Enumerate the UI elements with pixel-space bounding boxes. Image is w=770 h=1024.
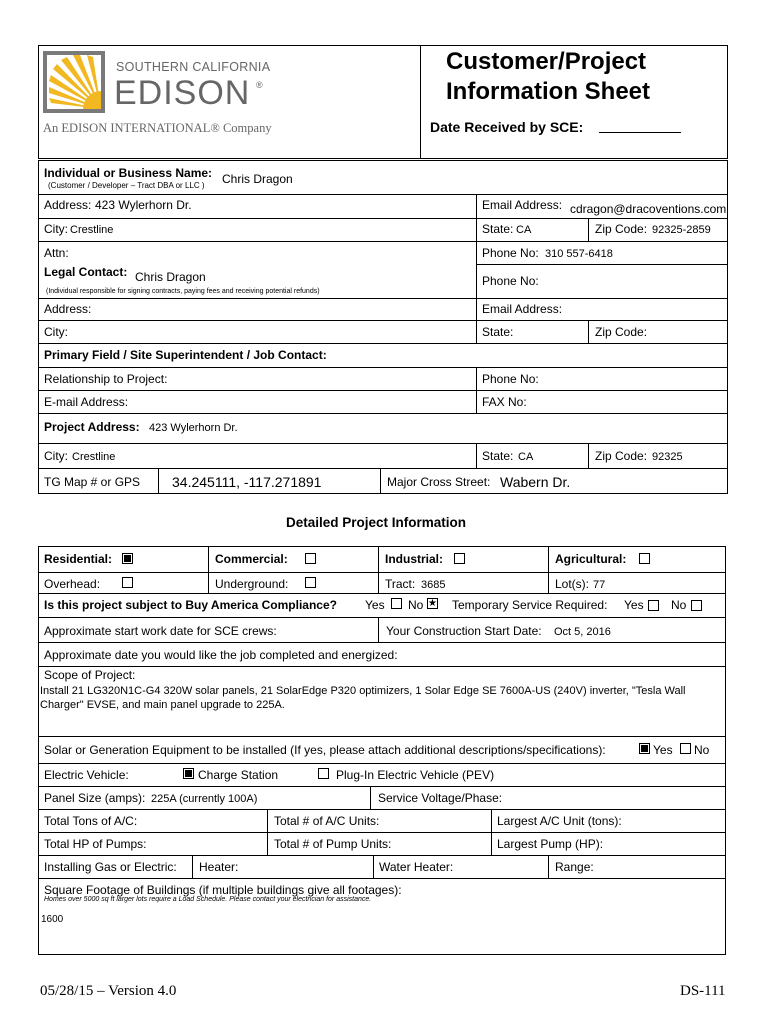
charge-station-checkbox[interactable] bbox=[183, 768, 194, 779]
title-line1: Customer/Project bbox=[446, 48, 647, 75]
project-zip-value[interactable]: 92325 bbox=[652, 451, 683, 463]
ac-units-label: Total # of A/C Units: bbox=[274, 814, 380, 828]
pump-hp-label: Total HP of Pumps: bbox=[44, 837, 147, 851]
legal-contact-value[interactable]: Chris Dragon bbox=[135, 270, 206, 284]
project-zip-label: Zip Code: bbox=[595, 449, 648, 463]
fax-label: FAX No: bbox=[482, 395, 527, 409]
date-received-field[interactable] bbox=[599, 132, 681, 133]
project-state-value[interactable]: CA bbox=[518, 451, 534, 463]
footer-form-id: DS-111 bbox=[680, 983, 726, 999]
residential-checkbox[interactable] bbox=[122, 553, 133, 564]
logo-company: An EDISON INTERNATIONAL® Company bbox=[43, 121, 272, 135]
relationship-label: Relationship to Project: bbox=[44, 372, 168, 386]
edison-logo bbox=[43, 51, 105, 113]
commercial-label: Commercial: bbox=[215, 552, 288, 566]
solar-equipment-label: Solar or Generation Equipment to be installed (If yes, please attach additional descriptions/specifications): bbox=[44, 743, 606, 757]
buy-america-no-label: No bbox=[408, 598, 424, 612]
legal-email-label: Email Address: bbox=[482, 302, 563, 316]
state-label: State: bbox=[482, 222, 514, 236]
legal-address-label: Address: bbox=[44, 302, 92, 316]
temp-service-no-label: No bbox=[671, 598, 687, 612]
project-city-value[interactable]: Crestline bbox=[72, 451, 116, 463]
tg-map-value[interactable]: 34.245111, -117.271891 bbox=[172, 474, 322, 490]
attn-label: Attn: bbox=[44, 246, 69, 260]
business-name-label: Individual or Business Name: bbox=[44, 166, 213, 180]
overhead-label: Overhead: bbox=[44, 577, 101, 591]
buy-america-yes-checkbox[interactable] bbox=[391, 598, 402, 609]
pev-label: Plug-In Electric Vehicle (PEV) bbox=[336, 768, 495, 782]
temp-service-no-checkbox[interactable] bbox=[691, 600, 702, 611]
details-heading: Detailed Project Information bbox=[286, 515, 467, 530]
buy-america-yes-label: Yes bbox=[365, 598, 385, 612]
legal-contact-label: Legal Contact: bbox=[44, 265, 128, 279]
legal-phone-label: Phone No: bbox=[482, 274, 539, 288]
legal-city-label: City: bbox=[44, 325, 68, 339]
business-name-value[interactable]: Chris Dragon bbox=[222, 172, 293, 186]
city-value[interactable]: Crestline bbox=[70, 224, 114, 236]
temp-service-yes-checkbox[interactable] bbox=[648, 600, 659, 611]
lots-value[interactable]: 77 bbox=[593, 579, 606, 591]
heater-label: Heater: bbox=[199, 860, 239, 874]
service-voltage-label: Service Voltage/Phase: bbox=[378, 791, 503, 805]
industrial-checkbox[interactable] bbox=[454, 553, 465, 564]
panel-size-label: Panel Size (amps): bbox=[44, 791, 146, 805]
sce-start-label: Approximate start work date for SCE crews: bbox=[44, 624, 277, 638]
email-label: Email Address: bbox=[482, 198, 563, 212]
sqft-note: Homes over 5000 sq ft larger lots require a Load Schedule. Please contact your electrician for assistance. bbox=[44, 896, 372, 903]
city-label: City: bbox=[44, 222, 68, 236]
legal-contact-note: (Individual responsible for signing contracts, paying fees and receiving potential refunds) bbox=[46, 288, 320, 295]
ev-label: Electric Vehicle: bbox=[44, 768, 129, 782]
largest-pump-label: Largest Pump (HP): bbox=[497, 837, 604, 851]
cross-street-value[interactable]: Wabern Dr. bbox=[500, 474, 571, 490]
phone-label: Phone No: bbox=[482, 246, 539, 260]
solar-no-checkbox[interactable] bbox=[680, 743, 691, 754]
commercial-checkbox[interactable] bbox=[305, 553, 316, 564]
range-label: Range: bbox=[555, 860, 594, 874]
tract-value[interactable]: 3685 bbox=[421, 579, 446, 591]
project-state-label: State: bbox=[482, 449, 514, 463]
address-value[interactable]: 423 Wylerhorn Dr. bbox=[95, 198, 192, 212]
buy-america-label: Is this project subject to Buy America Compliance? bbox=[44, 598, 337, 612]
temp-service-yes-label: Yes bbox=[624, 598, 644, 612]
overhead-checkbox[interactable] bbox=[122, 577, 133, 588]
panel-size-value[interactable]: 225A (currently 100A) bbox=[151, 793, 258, 805]
gas-electric-label: Installing Gas or Electric: bbox=[44, 860, 177, 874]
tg-map-label: TG Map # or GPS bbox=[44, 475, 141, 489]
agricultural-checkbox[interactable] bbox=[639, 553, 650, 564]
state-value[interactable]: CA bbox=[516, 224, 532, 236]
date-received-label: Date Received by SCE: bbox=[430, 119, 584, 135]
industrial-label: Industrial: bbox=[385, 552, 444, 566]
water-heater-label: Water Heater: bbox=[379, 860, 454, 874]
pump-units-label: Total # of Pump Units: bbox=[274, 837, 392, 851]
title-line2: Information Sheet bbox=[446, 78, 651, 105]
sqft-value[interactable]: 1600 bbox=[41, 914, 64, 925]
edison-sun-icon bbox=[43, 51, 105, 113]
solar-yes-checkbox[interactable] bbox=[639, 743, 650, 754]
completion-date-label: Approximate date you would like the job completed and energized: bbox=[44, 648, 398, 662]
project-address-label: Project Address: bbox=[44, 420, 140, 434]
underground-checkbox[interactable] bbox=[305, 577, 316, 588]
logo-line1: SOUTHERN CALIFORNIA bbox=[116, 60, 271, 74]
charge-station-label: Charge Station bbox=[198, 768, 279, 782]
logo-reg: ® bbox=[256, 80, 263, 90]
temp-service-label: Temporary Service Required: bbox=[452, 598, 608, 612]
legal-state-label: State: bbox=[482, 325, 514, 339]
business-name-note: (Customer / Developer – Tract DBA or LLC ) bbox=[48, 181, 205, 190]
sqft-label: Square Footage of Buildings (if multiple buildings give all footages): bbox=[44, 883, 402, 897]
email-value[interactable]: cdragon@dracoventions.com bbox=[570, 202, 727, 216]
scope-label: Scope of Project: bbox=[44, 668, 136, 682]
solar-yes-label: Yes bbox=[653, 743, 673, 757]
field-contact-heading: Primary Field / Site Superintendent / Job Contact: bbox=[44, 348, 327, 362]
tract-label: Tract: bbox=[385, 577, 416, 591]
scope-value[interactable]: Install 21 LG320N1C-G4 320W solar panels, 21 SolarEdge P320 optimizers, 1 Solar Edge SE 7600A-US (240V) inverter, "Tesla Wall Charger" EVSE, and main panel upgrade to 225A. bbox=[40, 685, 686, 711]
project-address-value[interactable]: 423 Wylerhorn Dr. bbox=[149, 422, 238, 434]
underground-label: Underground: bbox=[215, 577, 289, 591]
logo-line2: EDISON bbox=[114, 74, 251, 112]
zip-label: Zip Code: bbox=[595, 222, 648, 236]
phone-value[interactable]: 310 557-6418 bbox=[545, 248, 613, 260]
solar-no-label: No bbox=[694, 743, 710, 757]
lots-label: Lot(s): bbox=[555, 577, 590, 591]
residential-label: Residential: bbox=[44, 552, 113, 566]
field-email-label: E-mail Address: bbox=[44, 395, 129, 409]
legal-zip-label: Zip Code: bbox=[595, 325, 648, 339]
agricultural-label: Agricultural: bbox=[555, 552, 627, 566]
field-phone-label: Phone No: bbox=[482, 372, 539, 386]
zip-value[interactable]: 92325-2859 bbox=[652, 224, 711, 236]
cross-street-label: Major Cross Street: bbox=[387, 475, 491, 489]
footer-version: 05/28/15 – Version 4.0 bbox=[40, 983, 177, 999]
construction-start-value[interactable]: Oct 5, 2016 bbox=[554, 626, 611, 638]
construction-start-label: Your Construction Start Date: bbox=[386, 624, 542, 638]
largest-ac-label: Largest A/C Unit (tons): bbox=[497, 814, 622, 828]
pev-checkbox[interactable] bbox=[318, 768, 329, 779]
buy-america-no-checkbox[interactable]: ★ bbox=[428, 598, 437, 609]
project-city-label: City: bbox=[44, 449, 68, 463]
address-label: Address: bbox=[44, 198, 92, 212]
ac-tons-label: Total Tons of A/C: bbox=[44, 814, 138, 828]
